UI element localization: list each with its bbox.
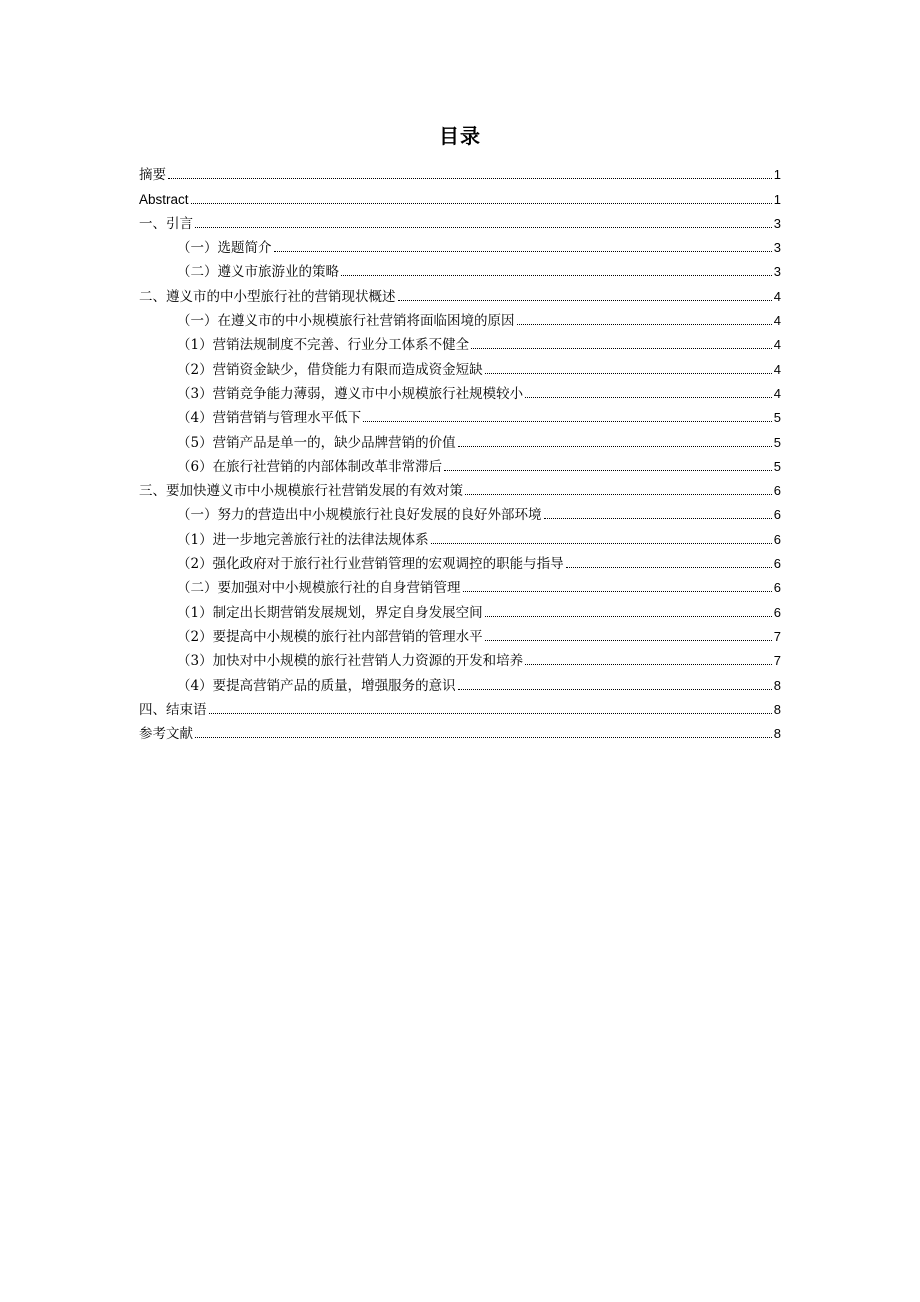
toc-entry-page: 3 [773,215,781,231]
toc-entry-label: （1）制定出长期营销发展规划，界定自身发展空间 [177,604,483,621]
toc-entry[interactable] [139,476,781,500]
toc-entry[interactable] [139,184,781,208]
toc-entry[interactable] [139,354,781,378]
toc-entry-page: 8 [773,677,781,693]
toc-entry[interactable] [139,670,781,694]
toc-entry-page: 4 [773,313,781,329]
toc-entry-label: （3）营销竞争能力薄弱，遵义市中小规模旅行社规模较小 [177,385,524,402]
toc-entry[interactable] [139,524,781,548]
toc-entry[interactable] [139,281,781,305]
toc-entry[interactable] [139,257,781,281]
toc-entry-page: 6 [773,604,781,620]
toc-entry-page: 5 [773,410,781,426]
toc-entry-page: 7 [773,628,781,644]
toc-entry-page: 3 [773,240,781,256]
toc-dot-leader [274,251,772,252]
toc-dot-leader [195,737,772,738]
toc-entry[interactable] [139,403,781,427]
toc-entry-label: （一）努力的营造出中小规模旅行社良好发展的良好外部环境 [177,507,542,524]
toc-entry-page: 4 [773,288,781,304]
toc-entry[interactable] [139,622,781,646]
toc-entry-label: （5）营销产品是单一的，缺少品牌营销的价值 [177,434,456,451]
toc-entry[interactable] [139,160,781,184]
toc-dot-leader [485,640,772,641]
toc-entry[interactable] [139,573,781,597]
toc-dot-leader [191,203,772,204]
toc-dot-leader [463,591,772,592]
toc-entry[interactable] [139,549,781,573]
toc-entry-page: 4 [773,385,781,401]
toc-entry[interactable] [139,209,781,233]
toc-dot-leader [168,178,772,179]
toc-entry-label: （2）强化政府对于旅行社行业营销管理的宏观调控的职能与指导 [177,556,564,573]
toc-dot-leader [431,543,772,544]
toc-dot-leader [471,348,772,349]
toc-entry-label: 参考文献 [139,726,193,743]
toc-entry[interactable] [139,379,781,403]
toc-entry-page: 5 [773,434,781,450]
toc-entry[interactable] [139,233,781,257]
toc-entry-page: 3 [773,264,781,280]
toc-dot-leader [566,567,772,568]
toc-entry-label: （2）要提高中小规模的旅行社内部营销的管理水平 [177,628,483,645]
toc-dot-leader [209,713,772,714]
toc-entry[interactable] [139,719,781,743]
toc-entry-label: 二、遵义市的中小型旅行社的营销现状概述 [139,288,396,305]
toc-dot-leader [485,616,772,617]
toc-entry-page: 4 [773,337,781,353]
toc-entry-label: （二）要加强对中小规模旅行社的自身营销管理 [177,580,461,597]
toc-title: 目录 [439,124,481,148]
toc-entry[interactable] [139,452,781,476]
toc-entry-label: （4）营销营销与管理水平低下 [177,410,362,427]
toc-entry-label: （二）遵义市旅游业的策略 [177,264,339,281]
toc-entry-label: 四、结束语 [139,701,207,718]
toc-entry-page: 6 [773,507,781,523]
toc-entry-label: Abstract [139,191,189,207]
toc-entry[interactable] [139,330,781,354]
toc-entry-label: （一）选题简介 [177,240,272,257]
toc-entry-label: （1）营销法规制度不完善、行业分工体系不健全 [177,337,470,354]
toc-dot-leader [398,300,772,301]
toc-entry-label: 三、要加快遵义市中小规模旅行社营销发展的有效对策 [139,483,463,500]
toc-dot-leader [458,446,772,447]
toc-dot-leader [465,494,772,495]
toc-entry-page: 1 [773,191,781,207]
toc-entry-page: 5 [773,458,781,474]
toc-dot-leader [363,421,772,422]
toc-entry[interactable] [139,306,781,330]
toc-entry-label: （2）营销资金缺少，借贷能力有限而造成资金短缺 [177,361,483,378]
toc-entry-label: 一、引言 [139,215,193,232]
toc-dot-leader [525,664,772,665]
toc-entry[interactable] [139,646,781,670]
toc-dot-leader [525,397,772,398]
toc-entry[interactable] [139,597,781,621]
toc-dot-leader [195,227,772,228]
toc-entry-page: 8 [773,726,781,742]
toc-entry[interactable] [139,500,781,524]
toc-entry-label: 摘要 [139,167,166,184]
toc-list [139,160,781,743]
toc-dot-leader [341,275,772,276]
toc-entry-label: （4）要提高营销产品的质量，增强服务的意识 [177,677,456,694]
toc-entry-page: 6 [773,531,781,547]
toc-entry[interactable] [139,427,781,451]
toc-entry[interactable] [139,695,781,719]
toc-dot-leader [544,518,772,519]
toc-dot-leader [485,373,772,374]
toc-entry-label: （1）进一步地完善旅行社的法律法规体系 [177,531,429,548]
toc-entry-page: 7 [773,653,781,669]
toc-entry-page: 1 [773,167,781,183]
toc-entry-page: 6 [773,483,781,499]
toc-entry-page: 6 [773,580,781,596]
toc-dot-leader [444,470,772,471]
toc-entry-page: 4 [773,361,781,377]
toc-entry-label: （3）加快对中小规模的旅行社营销人力资源的开发和培养 [177,653,524,670]
toc-entry-page: 6 [773,556,781,572]
toc-dot-leader [458,689,772,690]
toc-entry-label: （一）在遵义市的中小规模旅行社营销将面临困境的原因 [177,313,515,330]
toc-entry-label: （6）在旅行社营销的内部体制改革非常滞后 [177,458,443,475]
toc-entry-page: 8 [773,701,781,717]
toc-dot-leader [517,324,772,325]
